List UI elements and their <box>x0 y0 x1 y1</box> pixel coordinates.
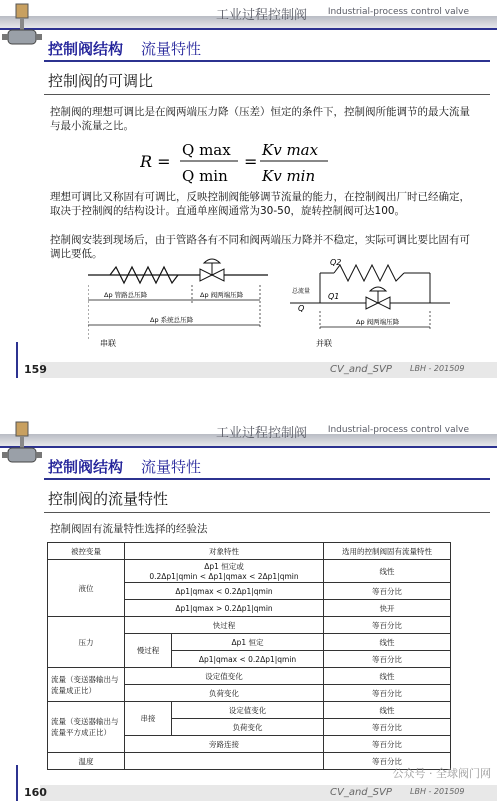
serial-label: 串联 <box>100 339 116 348</box>
cell-f2b: 负荷变化 <box>172 719 324 736</box>
table-caption: 控制阀固有流量特性选择的经验法 <box>50 523 208 535</box>
footer-lbh: LBH - 201509 <box>410 364 465 373</box>
slide-header <box>0 418 497 446</box>
th-selected: 选用的控制阀固有流量特性 <box>324 543 451 560</box>
rangeability-formula <box>140 137 360 187</box>
formula-den1: Q min <box>182 167 228 185</box>
slide-header <box>0 0 497 28</box>
cell-f2bv: 等百分比 <box>324 719 451 736</box>
cell-f1av: 线性 <box>324 668 451 685</box>
serial-diagram <box>88 255 268 350</box>
slide-footer <box>0 356 497 378</box>
header-cn: 工业过程控制阀 <box>215 426 307 441</box>
cell-r1v: 线性 <box>324 560 451 583</box>
table-header-row <box>48 543 451 560</box>
slide-gap <box>0 378 497 418</box>
cell-r1: Δp1 恒定或 0.2Δp1|qmin < Δp1|qmax < 2Δp1|qmin <box>125 560 324 583</box>
formula-num1: Q max <box>182 141 231 159</box>
th-object: 对象特性 <box>125 543 324 560</box>
footer-vline <box>16 765 18 801</box>
dp-valve-label: Δp 阀两端压降 <box>200 291 244 299</box>
footer-lbh: LBH - 201509 <box>410 787 465 796</box>
paragraph-inherent: 理想可调比又称固有可调比，反映控制阀能够调节流量的能力，在控制阀出厂时已经确定，取决于控制阀的结构设计。直通单座阀通常为30-50，旋转控制阀可达100。 <box>50 191 470 217</box>
watermark: 公众号 · 全球阀门网 <box>392 767 491 780</box>
q2-label: Q2 <box>330 258 342 267</box>
total-flow-label: 总流量 <box>292 288 311 295</box>
table-row <box>48 560 451 583</box>
q-label: Q <box>298 304 305 313</box>
slide-footer <box>0 779 497 801</box>
cell-flow1: 流量（变送器输出与流量成正比） <box>48 668 125 702</box>
cell-f1b: 负荷变化 <box>125 685 324 702</box>
table-row <box>48 753 451 770</box>
cell-f2av: 线性 <box>324 702 451 719</box>
footer-cv: CV_and_SVP <box>330 364 392 375</box>
cell-pressure: 压力 <box>48 617 125 668</box>
subtitle-underline <box>44 94 490 95</box>
parallel-label: 并联 <box>316 339 332 348</box>
formula-den2: Kv min <box>262 167 316 185</box>
header-en: Industrial-process control valve <box>327 7 469 17</box>
title-underline <box>44 478 490 480</box>
cell-tempv: 等百分比 <box>324 753 451 770</box>
q1-label: Q1 <box>328 292 340 301</box>
title-underline <box>44 60 490 62</box>
th-variable: 被控变量 <box>48 543 125 560</box>
formula-eq: = <box>244 152 258 171</box>
cell-serial: 串接 <box>125 702 172 736</box>
bypass-resistance-icon <box>334 265 404 281</box>
slide-title <box>48 456 201 477</box>
pipe-resistance-icon <box>110 267 178 283</box>
cell-r2v: 等百分比 <box>324 583 451 600</box>
formula-num2: Kv max <box>262 141 319 159</box>
cell-f2a: 设定值变化 <box>172 702 324 719</box>
slide-subtitle: 控制阀的可调比 <box>48 72 154 90</box>
title-main: 控制阀结构 <box>48 458 124 476</box>
cell-r2: Δp1|qmax < 0.2Δp1|qmin <box>125 583 324 600</box>
paragraph-definition: 控制阀的理想可调比是在阀两端压力降（压差）恒定的条件下，控制阀所能调节的最大流量与最小流量之比。 <box>50 106 470 132</box>
cell-flow2: 流量（变送器输出与流量平方成正比） <box>48 702 125 753</box>
slide-160 <box>0 418 497 801</box>
title-secondary: 流量特性 <box>141 458 202 476</box>
cell-bypassv: 等百分比 <box>324 736 451 753</box>
subtitle-underline <box>44 512 490 513</box>
cell-temp: 温度 <box>48 753 125 770</box>
slide-159 <box>0 0 497 378</box>
dp-pipe-label: Δp 管路总压降 <box>104 291 148 299</box>
title-main: 控制阀结构 <box>48 40 124 58</box>
table-row <box>48 702 451 719</box>
formula-lhs: R = <box>140 152 171 171</box>
table-row <box>48 617 451 634</box>
parallel-diagram <box>290 255 450 350</box>
title-secondary: 流量特性 <box>141 40 202 58</box>
slide-title <box>48 38 201 59</box>
header-cn: 工业过程控制阀 <box>215 8 307 23</box>
header-en: Industrial-process control valve <box>327 425 469 435</box>
cell-s2v: 等百分比 <box>324 651 451 668</box>
cell-bypass: 旁路连接 <box>125 736 324 753</box>
cell-r3v: 快开 <box>324 600 451 617</box>
page-number: 160 <box>24 786 47 799</box>
cell-fastv: 等百分比 <box>324 617 451 634</box>
footer-cv: CV_and_SVP <box>330 787 392 798</box>
cell-slow: 慢过程 <box>125 634 172 668</box>
cell-f1bv: 等百分比 <box>324 685 451 702</box>
valve-logo-icon <box>2 420 42 470</box>
cell-temp-empty <box>125 753 324 770</box>
cell-f1a: 设定值变化 <box>125 668 324 685</box>
cell-level: 液位 <box>48 560 125 617</box>
dp-system-label: Δp 系统总压降 <box>150 316 194 324</box>
cell-s1: Δp1 恒定 <box>172 634 324 651</box>
table-row <box>48 668 451 685</box>
page-number: 159 <box>24 363 47 376</box>
parallel-valve-icon <box>370 287 386 291</box>
header-rule <box>0 446 497 448</box>
slide-subtitle: 控制阀的流量特性 <box>48 490 169 508</box>
cell-fast: 快过程 <box>125 617 324 634</box>
paragraph-installed: 控制阀安装到现场后，由于管路各有不同和阀两端压力降并不稳定，实际可调比要比固有可调比要低。 <box>50 234 470 260</box>
valve-icon <box>204 259 220 263</box>
cell-s2: Δp1|qmax < 0.2Δp1|qmin <box>172 651 324 668</box>
dp-valve-parallel-label: Δp 阀两端压降 <box>356 318 400 326</box>
header-rule <box>0 28 497 30</box>
valve-logo-icon <box>2 2 42 52</box>
cell-s1v: 线性 <box>324 634 451 651</box>
footer-vline <box>16 342 18 378</box>
cell-r3: Δp1|qmax > 0.2Δp1|qmin <box>125 600 324 617</box>
selection-table <box>47 542 451 770</box>
